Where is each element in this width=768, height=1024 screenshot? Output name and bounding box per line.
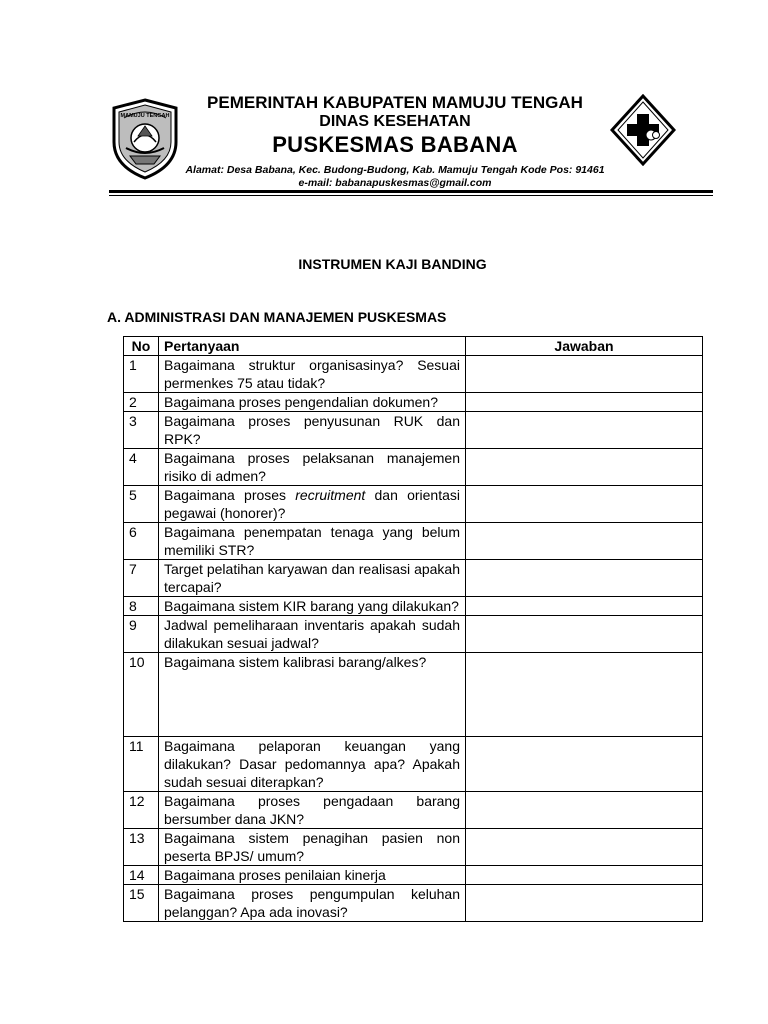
table-row: [124, 356, 703, 393]
answer-cell[interactable]: [466, 737, 703, 792]
row-number: 6: [124, 523, 159, 560]
table-row: [124, 866, 703, 885]
question-cell: Bagaimana struktur organisasinya? Sesuai permenkes 75 atau tidak?: [159, 356, 466, 393]
table-row: [124, 412, 703, 449]
answer-cell[interactable]: [466, 616, 703, 653]
puskesmas-cross-logo-icon: [610, 94, 676, 166]
table-header-row: [124, 337, 703, 356]
question-text-end: dan orientasi pegawai (honorer)?: [164, 487, 460, 521]
header-department: DINAS KESEHATAN: [319, 113, 471, 130]
answer-cell[interactable]: [466, 486, 703, 523]
column-header-question: Pertanyaan: [159, 337, 466, 356]
row-number: 4: [124, 449, 159, 486]
table-row: [124, 393, 703, 412]
table-row: [124, 653, 703, 737]
question-cell: [159, 486, 466, 523]
document-title: INSTRUMEN KAJI BANDING: [298, 256, 487, 272]
table-row: [124, 616, 703, 653]
row-number: 5: [124, 486, 159, 523]
row-number: 7: [124, 560, 159, 597]
section-heading: A. ADMINISTRASI DAN MANAJEMEN PUSKESMAS: [107, 309, 447, 325]
question-cell: Bagaimana sistem KIR barang yang dilakukan?: [159, 597, 466, 616]
row-number: 1: [124, 356, 159, 393]
header-email: e-mail: babanapuskesmas@gmail.com: [298, 177, 492, 189]
row-number: 13: [124, 829, 159, 866]
row-number: 10: [124, 653, 159, 737]
question-text-emphasis: recruitment: [295, 487, 366, 503]
row-number: 3: [124, 412, 159, 449]
row-number: 8: [124, 597, 159, 616]
row-number: 11: [124, 737, 159, 792]
answer-cell[interactable]: [466, 885, 703, 922]
row-number: 12: [124, 792, 159, 829]
answer-cell[interactable]: [466, 829, 703, 866]
questionnaire-table: [123, 336, 703, 922]
letterhead-rule-thick: [109, 190, 713, 193]
table-row: [124, 829, 703, 866]
row-number: 2: [124, 393, 159, 412]
answer-cell[interactable]: [466, 523, 703, 560]
emblem-caption: MAMUJU TENGAH: [120, 113, 170, 119]
header-address: Alamat: Desa Babana, Kec. Budong-Budong, Kab. Mamuju Tengah Kode Pos: 91461: [185, 164, 605, 176]
table-row: [124, 449, 703, 486]
question-cell: Bagaimana sistem penagihan pasien non peserta BPJS/ umum?: [159, 829, 466, 866]
question-cell: Bagaimana proses pengadaan barang bersumber dana JKN?: [159, 792, 466, 829]
question-cell: Jadwal pemeliharaan inventaris apakah sudah dilakukan sesuai jadwal?: [159, 616, 466, 653]
row-number: 15: [124, 885, 159, 922]
table-row: [124, 560, 703, 597]
row-number: 14: [124, 866, 159, 885]
question-cell: Bagaimana penempatan tenaga yang belum memiliki STR?: [159, 523, 466, 560]
question-cell: Bagaimana proses penilaian kinerja: [159, 866, 466, 885]
question-cell: Bagaimana proses pengendalian dokumen?: [159, 393, 466, 412]
question-text-start: Bagaimana proses: [164, 487, 296, 503]
question-cell: Bagaimana proses pengumpulan keluhan pelanggan? Apa ada inovasi?: [159, 885, 466, 922]
answer-cell[interactable]: [466, 356, 703, 393]
question-cell: Bagaimana proses pelaksanan manajemen risiko di admen?: [159, 449, 466, 486]
table-row: [124, 486, 703, 523]
answer-cell[interactable]: [466, 792, 703, 829]
answer-cell[interactable]: [466, 653, 703, 737]
table-row: [124, 885, 703, 922]
letterhead-rule-thin: [109, 195, 713, 196]
answer-cell[interactable]: [466, 449, 703, 486]
table-row: [124, 792, 703, 829]
table-row: [124, 597, 703, 616]
answer-cell[interactable]: [466, 597, 703, 616]
question-cell: Bagaimana proses penyusunan RUK dan RPK?: [159, 412, 466, 449]
header-government: PEMERINTAH KABUPATEN MAMUJU TENGAH: [207, 93, 583, 112]
answer-cell[interactable]: [466, 866, 703, 885]
table-row: [124, 523, 703, 560]
table-row: [124, 737, 703, 792]
answer-cell[interactable]: [466, 412, 703, 449]
question-cell: Bagaimana pelaporan keuangan yang dilakukan? Dasar pedomannya apa? Apakah sudah sesuai diterapkan?: [159, 737, 466, 792]
question-cell: Bagaimana sistem kalibrasi barang/alkes?: [159, 653, 466, 737]
answer-cell[interactable]: [466, 560, 703, 597]
column-header-answer: Jawaban: [466, 337, 703, 356]
header-institution: PUSKESMAS BABANA: [272, 132, 518, 157]
answer-cell[interactable]: [466, 393, 703, 412]
row-number: 9: [124, 616, 159, 653]
question-cell: Target pelatihan karyawan dan realisasi apakah tercapai?: [159, 560, 466, 597]
column-header-no: No: [124, 337, 159, 356]
